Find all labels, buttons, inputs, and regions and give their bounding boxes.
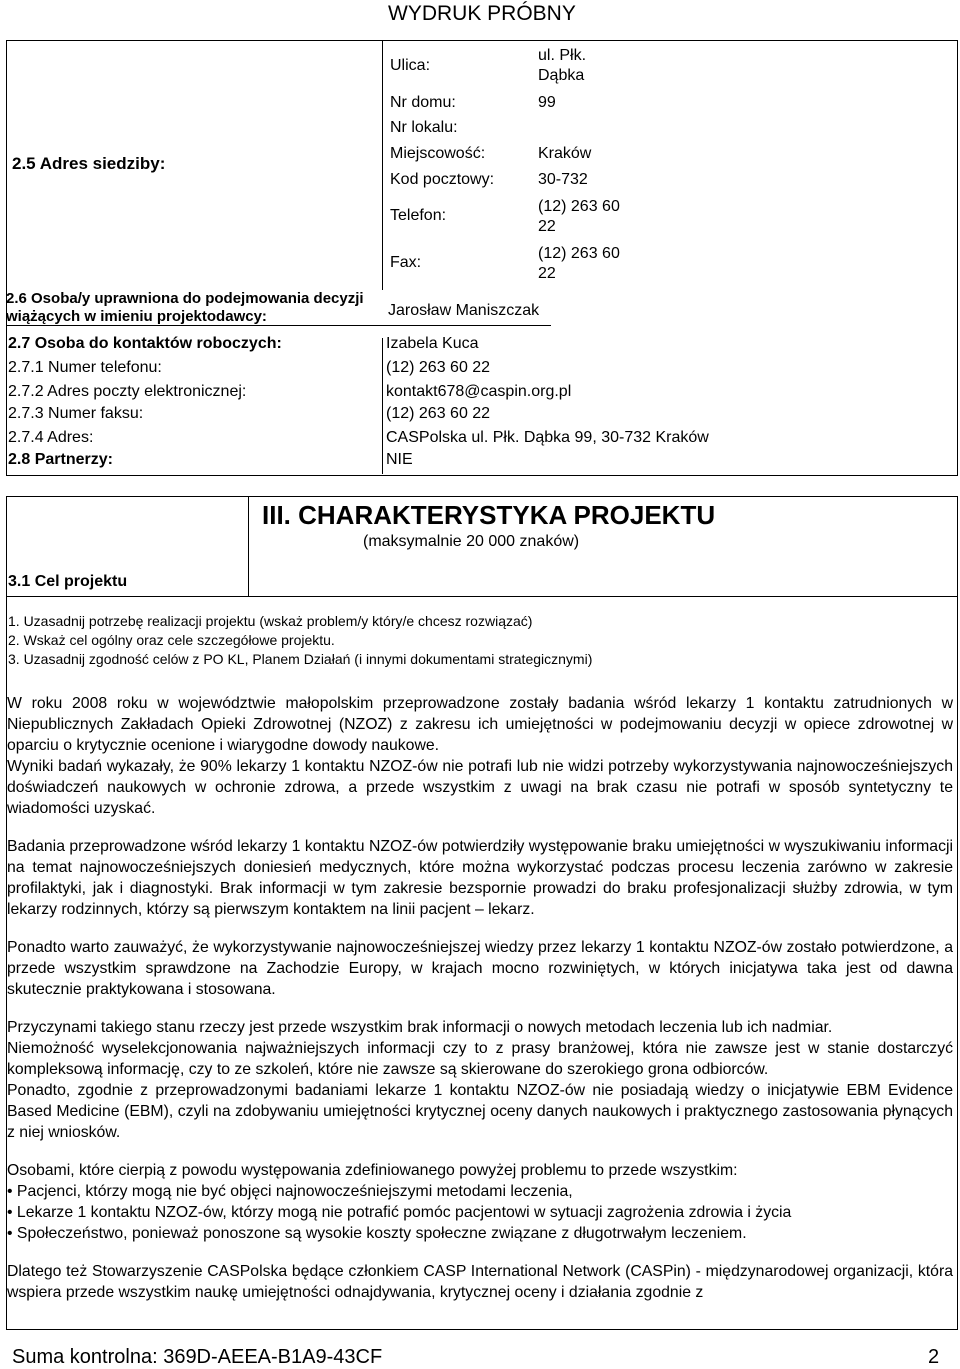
value-fax: (12) 263 60 22 <box>538 245 620 282</box>
value-numer-faksu: (12) 263 60 22 <box>386 405 491 422</box>
divider <box>6 325 551 326</box>
value-osoba-kontakt: Izabela Kuca <box>386 335 479 352</box>
divider <box>382 338 383 474</box>
paragraph: Dlatego też Stowarzyszenie CASPolska będące członkiem CASP International Network (CASPin) - międzynarodowej organizacji, która wspiera przede wszystkim naukę umiejętności odnajdywania, krytycznej oceny i działania zgodnie z <box>7 1263 953 1301</box>
value-osoba-uprawniona: Jarosław Maniszczak <box>388 302 540 319</box>
label-miejscowosc: Miejscowość: <box>390 145 486 162</box>
label-ulica: Ulica: <box>390 57 431 74</box>
instruction-item: 1. Uzasadnij potrzebę realizacji projektu (wskaż problem/y który/e chcesz rozwiązać) <box>8 613 533 629</box>
paragraph: Niemożność wyselekcjonowania najważniejszych informacji czy to z prasy branżowej, która nie zawsze jest w stanie dostarczyć kompleksową informację, czy to ze szkoleń, które nie zawsze są skierowane do szerokiego grona odbiorców. <box>7 1040 953 1078</box>
label-nr-domu: Nr domu: <box>390 94 456 111</box>
value-partnerzy: NIE <box>386 451 413 468</box>
page-number: 2 <box>928 1346 940 1368</box>
bullet-item <box>7 1202 953 1223</box>
label-nr-lokalu: Nr lokalu: <box>390 119 458 136</box>
value-nr-domu: 99 <box>538 94 556 111</box>
label-partnerzy: 2.8 Partnerzy: <box>8 451 113 468</box>
divider <box>6 596 957 597</box>
label-numer-telefonu: 2.7.1 Numer telefonu: <box>8 359 162 376</box>
bullet-item <box>7 1223 953 1244</box>
value-telefon: (12) 263 60 22 <box>538 198 620 235</box>
value-kod-pocztowy: 30-732 <box>538 171 588 188</box>
paragraph: Ponadto, zgodnie z przeprowadzonymi badaniami lekarze 1 kontaktu NZOZ-ów nie posiadają wiedzy o inicjatywie EBM Evidence Based Medicine (EBM), czyli na zdobywaniu umiejętności krytycznej oceny danych naukowych i praktycznego zastosowania płynących z niej wniosków. <box>7 1082 953 1141</box>
value-miejscowosc: Kraków <box>538 145 592 162</box>
divider <box>382 40 383 290</box>
print-header-title: WYDRUK PRÓBNY <box>388 2 576 25</box>
section-subtitle: (maksymalnie 20 000 znaków) <box>363 533 580 550</box>
paragraph: Ponadto warto zauważyć, że wykorzystywanie najnowocześniejszej wiedzy przez lekarzy 1 kontaktu NZOZ-ów zostało potwierdzone, a przede wszystkim sprawdzone na Zachodzie Europy, w krajach mocno rozwiniętych, w których inicjatywa taka jest od dawna skutecznie praktykowana i stosowana. <box>7 939 953 998</box>
paragraph: Przyczynami takiego stanu rzeczy jest przede wszystkim brak informacji o nowych metodach leczenia lub ich nadmiar. <box>7 1019 833 1036</box>
instruction-item: 2. Wskaż cel ogólny oraz cele szczegółowe projektu. <box>8 632 335 648</box>
value-numer-telefonu: (12) 263 60 22 <box>386 359 491 376</box>
label-cel-projektu: 3.1 Cel projektu <box>8 573 128 590</box>
label-adres: 2.7.4 Adres: <box>8 429 94 446</box>
paragraph: Wyniki badań wykazały, że 90% lekarzy 1 kontaktu NZOZ-ów nie potrafi lub nie widzi potrzeby wykorzystywania najnowocześniejszych doświadczeń naukowych w ochronie zdrowa, a przede wszystkim z uwagi na brak czasu nie potrafi w sposób syntetyczny te wiadomości uzyskać. <box>7 758 953 817</box>
label-fax: Fax: <box>390 254 422 271</box>
label-adres-siedziby: 2.5 Adres siedziby: <box>12 154 166 173</box>
label-osoba-kontakt: 2.7 Osoba do kontaktów roboczych: <box>8 335 282 352</box>
divider <box>248 496 249 596</box>
instruction-item: 3. Uzasadnij zgodność celów z PO KL, Planem Działań (i innymi dokumentami strategicznymi) <box>8 651 593 667</box>
value-ulica: ul. Płk. Dąbka <box>538 47 587 84</box>
bullet-text: Społeczeństwo, ponieważ ponoszone są wysokie koszty społeczne związane z długotrwałym leczeniem. <box>16 1225 747 1242</box>
project-description <box>7 693 953 1303</box>
paragraph: W roku 2008 roku w województwie małopolskim przeprowadzone zostały badania wśród lekarzy 1 kontaktu zatrudnionych w Niepublicznych Zakładach Opieki Zdrowotnej (NZOZ) z zakresu ich umiejętności w podejmowaniu decyzji w opiece zdrowotnej w oparciu o krytycznie ocenione i wiarygodne dowody naukowe. <box>7 695 953 754</box>
label-osoba-uprawniona: 2.6 Osoba/y uprawniona do podejmowania decyzji wiążących w imieniu projektodawcy: <box>6 290 364 325</box>
paragraph: Osobami, które cierpią z powodu występowania zdefiniowanego powyżej problemu to przede wszystkim: <box>7 1162 738 1179</box>
bullet-text: Lekarze 1 kontaktu NZOZ-ów, którzy mogą nie potrafić pomóc pacjentowi w sytuacji zagrożenia zdrowia i życia <box>16 1204 792 1221</box>
value-adres-email: kontakt678@caspin.org.pl <box>386 383 572 400</box>
bullet-item <box>7 1181 953 1202</box>
checksum-footer: Suma kontrolna: 369D-AEEA-B1A9-43CF <box>12 1346 383 1368</box>
label-numer-faksu: 2.7.3 Numer faksu: <box>8 405 144 422</box>
bullet-text: Pacjenci, którzy mogą nie być objęci najnowocześniejszymi metodami leczenia, <box>16 1183 573 1200</box>
label-kod-pocztowy: Kod pocztowy: <box>390 171 495 188</box>
label-adres-email: 2.7.2 Adres poczty elektronicznej: <box>8 383 247 400</box>
label-telefon: Telefon: <box>390 207 447 224</box>
section-title: III. CHARAKTERYSTYKA PROJEKTU <box>262 500 716 530</box>
paragraph: Badania przeprowadzone wśród lekarzy 1 kontaktu NZOZ-ów potwierdziły występowanie braku umiejętności w wyszukiwaniu informacji na temat najnowocześniejszych doniesień medycznych, które można wykorzystać podczas procesu leczenia zarówno w zakresie profilaktyki, jak i diagnostyki. Brak informacji w tym zakresie bezspornie prowadzi do braku profesjonalizacji służby zdrowia, w tym lekarzy rodzinnych, którzy są pierwszym kontaktem na linii pacjent – lekarz. <box>7 838 953 918</box>
value-adres: CASPolska ul. Płk. Dąbka 99, 30-732 Kraków <box>386 429 709 446</box>
